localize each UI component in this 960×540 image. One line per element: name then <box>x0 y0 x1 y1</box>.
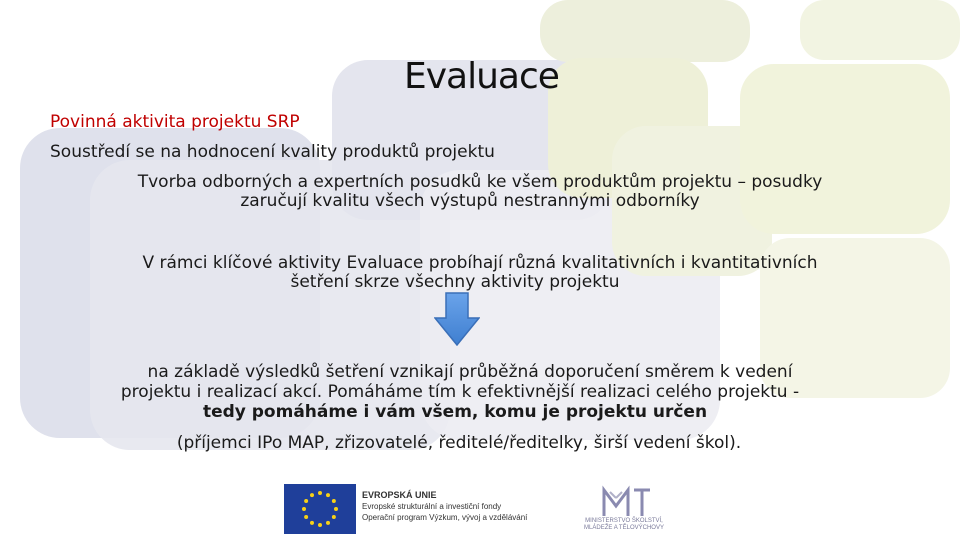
line-results-4: (příjemci IPo MAP, zřizovatelé, ředitelé/ředitelky, širší vedení škol). <box>176 433 742 453</box>
eu-star <box>318 523 322 527</box>
line-reviews-2: zaručují kvalitu všech výstupů nestrannými odborníky <box>240 191 700 211</box>
down-arrow-icon <box>434 292 480 346</box>
eu-star <box>332 515 336 519</box>
eu-flag-logo <box>284 484 356 534</box>
line-reviews-1: Tvorba odborných a expertních posudků ke všem produktům projektu – posudky <box>137 172 823 192</box>
eu-star <box>304 515 308 519</box>
eu-star <box>302 507 306 511</box>
eu-logo-text <box>362 490 527 523</box>
line-evaluation-2: šetření skrze všechny aktivity projektu <box>290 272 620 292</box>
line-results-3: tedy pomáháme i vám všem, komu je projektu určen <box>202 402 708 422</box>
eu-star <box>310 493 314 497</box>
line-evaluation-1: V rámci klíčové aktivity Evaluace probíhají různá kvalitativních i kvantitativních <box>142 253 818 273</box>
eu-star <box>326 493 330 497</box>
eu-funds: Evropské strukturální a investiční fondy <box>362 502 502 511</box>
eu-program: Operační program Výzkum, vývoj a vzdělávání <box>362 513 528 522</box>
msmt-logo-text <box>576 518 672 532</box>
eu-star <box>332 499 336 503</box>
eu-name: EVROPSKÁ UNIE <box>362 490 437 500</box>
eu-star <box>304 499 308 503</box>
eu-star <box>326 521 330 525</box>
msmt-line-1: MINISTERSTVO ŠKOLSTVÍ, <box>585 518 663 524</box>
line-focus: Soustředí se na hodnocení kvality produktů projektu <box>50 142 495 162</box>
slide-title: Evaluace <box>404 56 559 97</box>
eu-star <box>310 521 314 525</box>
line-results-2: projektu i realizací akcí. Pomáháme tím k efektivnější realizaci celého projektu - <box>120 382 800 402</box>
line-results-1: na základě výsledků šetření vznikají průběžná doporučení směrem k vedení <box>147 362 793 382</box>
eu-star <box>334 507 338 511</box>
eu-star <box>318 491 322 495</box>
msmt-line-2: MLÁDEŽE A TĚLOVÝCHOVY <box>584 525 664 531</box>
line-mandatory-activity: Povinná aktivita projektu SRP <box>50 112 300 132</box>
